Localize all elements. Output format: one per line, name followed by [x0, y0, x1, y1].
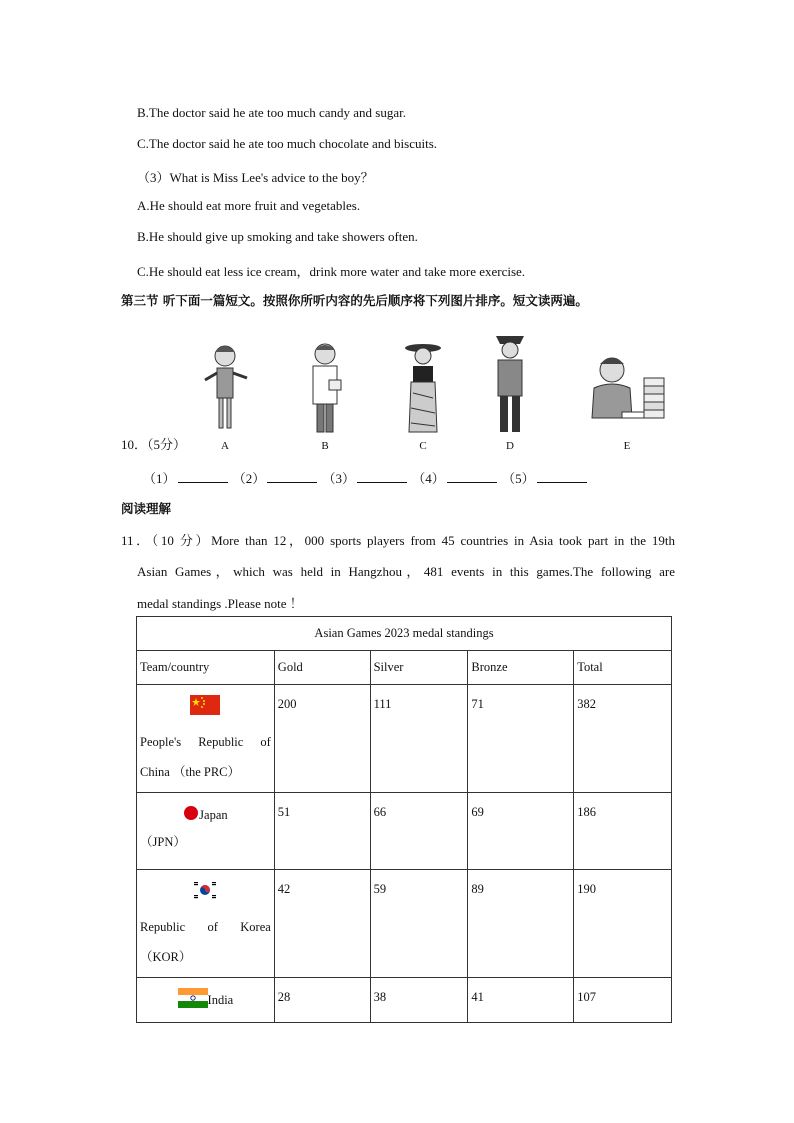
silver-india: 38 — [370, 978, 468, 1023]
picture-c-label: C — [419, 440, 427, 452]
policeman-icon — [480, 326, 540, 438]
picture-e-label: E — [623, 440, 631, 452]
reading-heading: 阅读理解 — [121, 501, 172, 516]
option-2b: B.The doctor said he ate too much candy and sugar. — [137, 105, 406, 120]
header-silver: Silver — [370, 651, 468, 685]
picture-d-label: D — [506, 440, 514, 452]
bronze-japan: 69 — [468, 793, 574, 870]
section-3-heading: 第三节 听下面一篇短文。按照你所听内容的先后顺序将下列图片排序。短文读两遍。 — [121, 293, 588, 308]
table-row-korea — [137, 870, 672, 978]
blank-5[interactable] — [537, 470, 587, 483]
total-korea: 190 — [574, 870, 672, 978]
blank-1[interactable] — [178, 470, 228, 483]
country-cell-india — [137, 978, 275, 1023]
blank-2[interactable] — [267, 470, 317, 483]
question-11-line-3: medal standings .Please note ！ — [137, 596, 303, 611]
picture-c — [393, 338, 453, 452]
bronze-india: 41 — [468, 978, 574, 1023]
header-bronze: Bronze — [468, 651, 574, 685]
total-china: 382 — [574, 685, 672, 793]
table-title: Asian Games 2023 medal standings — [137, 617, 672, 651]
silver-china: 111 — [370, 685, 468, 793]
total-india: 107 — [574, 978, 672, 1023]
picture-e — [582, 348, 672, 452]
picture-a-label: A — [221, 440, 229, 452]
country-name-india: India — [207, 993, 234, 1007]
picture-a — [195, 338, 255, 452]
header-gold: Gold — [274, 651, 370, 685]
header-total: Total — [574, 651, 672, 685]
woman-hat-icon — [393, 338, 453, 438]
question-3: （3）What is Miss Lee's advice to the boy？ — [137, 170, 374, 185]
student-books-icon — [582, 348, 672, 438]
country-name-korea-line2: （KOR） — [140, 950, 192, 964]
country-cell-japan — [137, 793, 275, 870]
silver-korea: 59 — [370, 870, 468, 978]
option-3a: A.He should eat more fruit and vegetables. — [137, 198, 361, 213]
blank-label-2: （2） — [232, 471, 266, 486]
country-cell-china — [137, 685, 275, 793]
picture-d — [480, 326, 540, 452]
question-11-line-2: Asian Games，which was held in Hangzhou，481 events in this games.The following are — [137, 564, 675, 579]
header-team: Team/country — [137, 651, 275, 685]
gold-japan: 51 — [274, 793, 370, 870]
total-japan: 186 — [574, 793, 672, 870]
gold-china: 200 — [274, 685, 370, 793]
picture-b-label: B — [321, 440, 329, 452]
bronze-china: 71 — [468, 685, 574, 793]
bronze-korea: 89 — [468, 870, 574, 978]
blank-label-1: （1） — [143, 471, 176, 486]
blank-label-3: （3） — [322, 471, 356, 486]
japan-flag-icon — [183, 805, 199, 821]
picture-b — [295, 338, 355, 452]
china-flag-icon — [190, 695, 220, 715]
question-11-line-1: 11．（10 分）More than 12，000 sports players from 45 countries in Asia took part in the 19th — [121, 533, 675, 548]
blank-4[interactable] — [447, 470, 497, 483]
country-name-japan-line2: （JPN） — [140, 835, 186, 849]
blank-label-4: （4） — [412, 471, 445, 486]
table-row-china — [137, 685, 672, 793]
gold-india: 28 — [274, 978, 370, 1023]
country-name-china-line2: China （the PRC） — [140, 765, 241, 779]
blank-3[interactable] — [357, 470, 407, 483]
country-cell-korea — [137, 870, 275, 978]
picture-row — [190, 322, 680, 452]
table-row-japan — [137, 793, 672, 870]
question-10-number: 10．（5分） — [121, 437, 187, 452]
gold-korea: 42 — [274, 870, 370, 978]
india-flag-icon — [178, 988, 208, 1008]
doctor-icon — [295, 338, 355, 438]
country-name-japan-line1: Japan — [199, 808, 228, 822]
korea-flag-icon — [193, 880, 217, 900]
blank-label-5: （5） — [502, 471, 535, 486]
medal-table — [136, 616, 672, 1023]
girl-icon — [195, 338, 255, 438]
option-3b: B.He should give up smoking and take showers often. — [137, 229, 418, 244]
country-name-china-line1: People's Republic of — [140, 735, 271, 749]
silver-japan: 66 — [370, 793, 468, 870]
option-3c: C.He should eat less ice cream，drink more water and take more exercise. — [137, 264, 526, 279]
table-row-india — [137, 978, 672, 1023]
country-name-korea-line1: Republic of Korea — [140, 920, 271, 934]
answer-blanks — [143, 468, 589, 487]
option-2c: C.The doctor said he ate too much chocolate and biscuits. — [137, 136, 437, 151]
